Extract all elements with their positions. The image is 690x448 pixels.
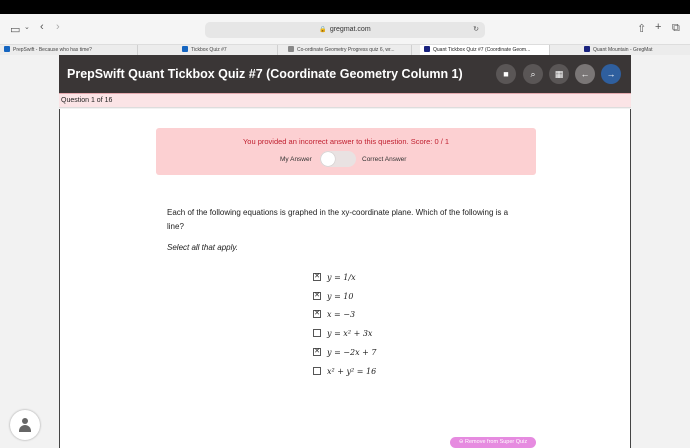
tab-overview-icon[interactable]: ⧉ bbox=[672, 22, 680, 34]
checkbox[interactable] bbox=[313, 329, 321, 337]
system-top-bar bbox=[0, 0, 690, 14]
toggle-knob bbox=[321, 152, 335, 166]
prepswift-icon bbox=[182, 46, 188, 52]
option-label: y = 1/x bbox=[327, 272, 356, 282]
search-button[interactable] bbox=[523, 64, 543, 84]
page-icon bbox=[288, 46, 294, 52]
browser-toolbar bbox=[0, 14, 690, 44]
option-label: x = −3 bbox=[327, 309, 356, 319]
share-icon[interactable]: ⇧ bbox=[637, 23, 647, 35]
option-label: y = −2x + 7 bbox=[327, 347, 377, 357]
option-6[interactable] bbox=[313, 366, 376, 376]
remove-label: Remove from Super Quiz bbox=[465, 439, 528, 445]
checkbox[interactable]: ✕ bbox=[314, 310, 320, 317]
user-avatar[interactable] bbox=[10, 410, 40, 440]
option-3[interactable] bbox=[313, 309, 355, 319]
tab-label: Co-ordinate Geometry Progress quiz 6, wr... bbox=[297, 47, 395, 53]
remove-from-super-quiz-button[interactable]: ⊖ Remove from Super Quiz bbox=[450, 437, 536, 448]
option-label: y = x² + 3x bbox=[327, 328, 373, 338]
calculator-icon: ▦ bbox=[554, 68, 564, 79]
gregmat-icon bbox=[584, 46, 590, 52]
user-icon bbox=[19, 418, 31, 432]
tab-label: PrepSwift - Because who has time? bbox=[13, 47, 92, 53]
option-2[interactable] bbox=[313, 291, 354, 301]
page-title: PrepSwift Quant Tickbox Quiz #7 (Coordinate Geometry Column 1) bbox=[67, 67, 463, 81]
correct-answer-label: Correct Answer bbox=[362, 156, 407, 163]
feedback-banner bbox=[156, 128, 536, 175]
sidebar-icon[interactable]: ▭ bbox=[10, 24, 21, 36]
reload-icon[interactable]: ↻ bbox=[473, 26, 479, 33]
tab-label: Quant Mountain - GregMat bbox=[593, 47, 653, 53]
lock-icon: 🔒 bbox=[319, 27, 327, 33]
forward-icon[interactable]: › bbox=[56, 21, 60, 33]
quiz-header bbox=[59, 55, 631, 93]
url-text: gregmat.com bbox=[329, 26, 371, 33]
tab-label: Tickbox Quiz #7 bbox=[191, 47, 227, 53]
search-icon: ⌕ bbox=[530, 68, 536, 79]
tab-bar bbox=[0, 44, 690, 55]
option-4[interactable] bbox=[313, 328, 372, 338]
gregmat-icon bbox=[424, 46, 430, 52]
back-icon[interactable]: ‹ bbox=[40, 21, 44, 33]
my-answer-label: My Answer bbox=[280, 156, 312, 163]
next-button[interactable] bbox=[601, 64, 621, 84]
option-label: y = 10 bbox=[327, 291, 354, 301]
checkbox[interactable] bbox=[313, 367, 321, 375]
option-5[interactable] bbox=[313, 347, 377, 357]
arrow-left-icon: ← bbox=[580, 69, 590, 79]
stop-button[interactable] bbox=[496, 64, 516, 84]
option-label: x² + y² = 16 bbox=[327, 366, 377, 376]
question-panel bbox=[59, 109, 631, 448]
checkbox[interactable]: ✕ bbox=[314, 273, 320, 280]
tab-label: Quant Tickbox Quiz #7 (Coordinate Geom... bbox=[433, 47, 531, 53]
chevron-down-icon[interactable]: ⌄ bbox=[24, 24, 30, 31]
address-bar[interactable] bbox=[205, 22, 485, 38]
question-hint: Select all that apply. bbox=[167, 243, 239, 252]
feedback-message: You provided an incorrect answer to this question. Score: 0 / 1 bbox=[242, 137, 450, 146]
arrow-right-icon: → bbox=[606, 69, 616, 79]
option-1[interactable] bbox=[313, 272, 356, 282]
stop-icon: ■ bbox=[503, 69, 509, 79]
question-prompt: Each of the following equations is graphed in the xy-coordinate plane. Which of the following is a line? bbox=[167, 208, 509, 231]
previous-button[interactable] bbox=[575, 64, 595, 84]
new-tab-icon[interactable]: + bbox=[655, 21, 662, 33]
answer-toggle[interactable] bbox=[320, 151, 356, 167]
calculator-button[interactable] bbox=[549, 64, 569, 84]
prepswift-icon bbox=[4, 46, 10, 52]
checkbox[interactable]: ✕ bbox=[314, 348, 320, 355]
checkbox[interactable]: ✕ bbox=[314, 292, 320, 299]
question-counter: Question 1 of 16 bbox=[59, 93, 631, 108]
